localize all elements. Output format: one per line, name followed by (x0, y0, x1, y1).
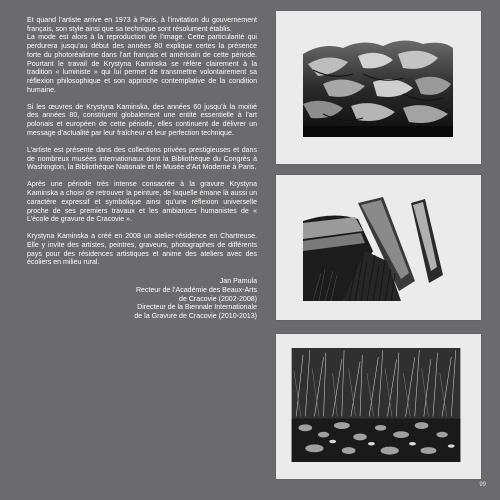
paragraph-painting: Après une période très intense consacrée à la gravure Krystyna Kaminska a choisi de retrouver la peinture, de laquelle émane là aussi un caractère expressif et symbolique ainsi qu’une réflexion universelle proche de ses premiers travaux et les ambiances humanistes de « L’école de gravure de Cracovie ». (27, 181, 257, 224)
page-number: 99 (479, 482, 486, 488)
engraving-draped-sacks-image (303, 34, 453, 137)
engraving-fence-grass (276, 175, 481, 320)
author-title-line-3: Directeur de la Biennale Internationale (137, 304, 257, 312)
engraving-draped-sacks (276, 11, 481, 164)
paragraph-collections: L’artiste est présente dans des collections privées prestigieuses et dans de nombreux musées internationaux dont la Bibliothèque du Congrès à Washington, la Bibliothèque Nationale et le Musée d’Art Moderne à Paris. (27, 146, 257, 172)
engraving-grass-stones-image (290, 348, 462, 462)
engravings-column (276, 0, 481, 500)
engraving-fence-grass-image (303, 191, 453, 301)
author-signature-block (27, 278, 257, 322)
paragraph-residence: Krystyna Kaminska a créé en 2008 un atelier-résidence en Chartreuse. Elle y invite des artistes, peintres, graveurs, photographes de différents pays pour des résidences artistiques et anime des ateliers avec des écoliers en milieu rural. (27, 233, 257, 267)
author-name: Jan Pamula (219, 278, 257, 286)
author-title-line-1: Recteur de l’Académie des Beaux-Arts (135, 286, 257, 294)
article-text-column (27, 17, 257, 322)
author-title-line-2: de Cracovie (2002-2008) (179, 295, 257, 303)
author-title-line-4: de la Gravure de Cracovie (2010-2013) (134, 312, 257, 320)
paragraph-works: Si les œuvres de Krystyna Kaminska, des années 60 jusqu’à la moitié des années 80, constituent globalement une entité essentielle à l’art polonais et européen de cette période, elles continuent de délivrer un message d’actualité par leur fraîcheur et leur perfection technique. (27, 103, 257, 137)
paragraph-intro: Et quand l’artiste arrive en 1973 à Paris, à l’invitation du gouvernement français, son style ainsi que sa technique sont résolument établis. La mode est alors à la reproduction de l’image. Cette particularité qui perdurera jusqu’au début des années 80 explique certes la présence forte du photoréalisme dans l’art français et américain de cette période. Pourtant le travail de Krystyna Kaminska se réfère clairement à la tradition « luministe » qui lui permet de transmettre volontairement sa réflexion philosophique et son approche contemplative de la condition humaine. (27, 17, 257, 94)
engraving-grass-stones (276, 334, 481, 479)
